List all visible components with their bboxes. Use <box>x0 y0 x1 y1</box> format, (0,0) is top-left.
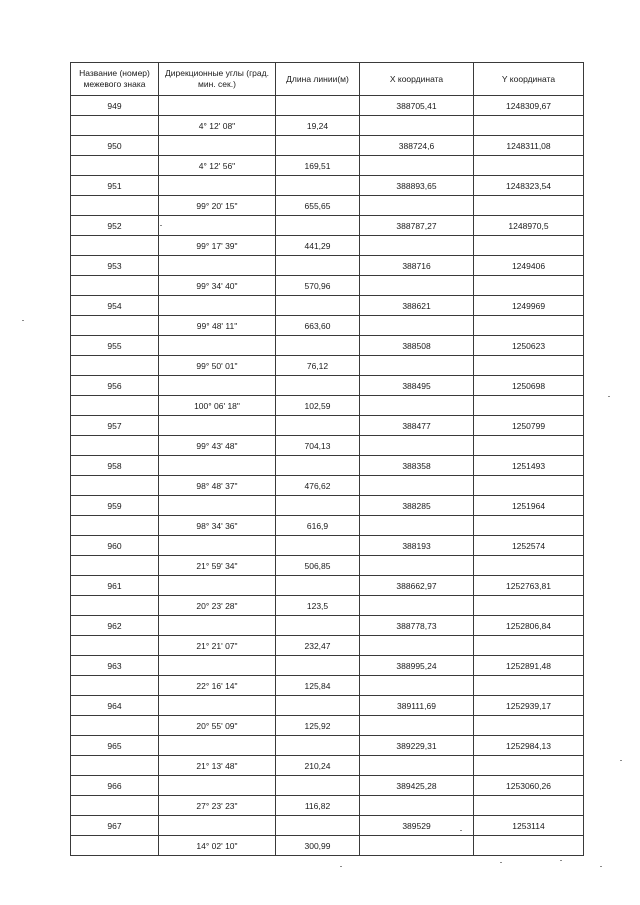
y-coordinate-cell: 1253114 <box>474 816 584 836</box>
empty-cell <box>360 156 474 176</box>
table-row-segment <box>71 356 584 376</box>
x-coordinate-cell: 388508 <box>360 336 474 356</box>
point-name-cell: 957 <box>71 416 159 436</box>
x-coordinate-cell: 388285 <box>360 496 474 516</box>
empty-cell <box>159 576 276 596</box>
x-coordinate-cell: 389111,69 <box>360 696 474 716</box>
point-name-cell: 951 <box>71 176 159 196</box>
line-length-cell: 441,29 <box>276 236 360 256</box>
x-coordinate-cell: 388477 <box>360 416 474 436</box>
table-row-segment <box>71 796 584 816</box>
line-length-cell: 210,24 <box>276 756 360 776</box>
header-line-length: Длина линии(м) <box>276 63 360 96</box>
empty-cell <box>71 636 159 656</box>
empty-cell <box>474 316 584 336</box>
empty-cell <box>276 456 360 476</box>
direction-angle-cell: 14° 02' 10" <box>159 836 276 856</box>
empty-cell <box>159 616 276 636</box>
x-coordinate-cell: 389229,31 <box>360 736 474 756</box>
scan-speck <box>160 225 162 226</box>
y-coordinate-cell: 1249969 <box>474 296 584 316</box>
table-row-segment <box>71 436 584 456</box>
table-row-segment <box>71 396 584 416</box>
empty-cell <box>360 356 474 376</box>
point-name-cell: 955 <box>71 336 159 356</box>
point-name-cell: 950 <box>71 136 159 156</box>
direction-angle-cell: 100° 06' 18" <box>159 396 276 416</box>
empty-cell <box>474 516 584 536</box>
empty-cell <box>276 256 360 276</box>
empty-cell <box>159 376 276 396</box>
empty-cell <box>276 656 360 676</box>
direction-angle-cell: 99° 43' 48" <box>159 436 276 456</box>
y-coordinate-cell: 1248311,08 <box>474 136 584 156</box>
table-row-segment <box>71 316 584 336</box>
y-coordinate-cell: 1252806,84 <box>474 616 584 636</box>
point-name-cell: 958 <box>71 456 159 476</box>
empty-cell <box>159 816 276 836</box>
table-row-segment <box>71 676 584 696</box>
empty-cell <box>159 136 276 156</box>
table-row-point <box>71 616 584 636</box>
empty-cell <box>159 496 276 516</box>
y-coordinate-cell: 1251964 <box>474 496 584 516</box>
empty-cell <box>360 236 474 256</box>
direction-angle-cell: 99° 48' 11" <box>159 316 276 336</box>
empty-cell <box>159 696 276 716</box>
empty-cell <box>71 596 159 616</box>
scan-speck <box>500 862 502 863</box>
empty-cell <box>71 236 159 256</box>
y-coordinate-cell: 1249406 <box>474 256 584 276</box>
y-coordinate-cell: 1250799 <box>474 416 584 436</box>
empty-cell <box>474 636 584 656</box>
table-row-segment <box>71 196 584 216</box>
empty-cell <box>71 436 159 456</box>
scan-speck <box>460 830 462 831</box>
empty-cell <box>474 596 584 616</box>
table-row-point <box>71 736 584 756</box>
empty-cell <box>474 276 584 296</box>
y-coordinate-cell: 1252984,13 <box>474 736 584 756</box>
empty-cell <box>474 356 584 376</box>
empty-cell <box>71 356 159 376</box>
table-row-segment <box>71 516 584 536</box>
y-coordinate-cell: 1252891,48 <box>474 656 584 676</box>
empty-cell <box>159 416 276 436</box>
y-coordinate-cell: 1253060,26 <box>474 776 584 796</box>
table-row-point <box>71 216 584 236</box>
table-row-point <box>71 416 584 436</box>
empty-cell <box>71 716 159 736</box>
empty-cell <box>71 156 159 176</box>
point-name-cell: 965 <box>71 736 159 756</box>
header-y-coordinate: Y координата <box>474 63 584 96</box>
empty-cell <box>474 116 584 136</box>
point-name-cell: 967 <box>71 816 159 836</box>
document-page <box>70 62 583 856</box>
line-length-cell: 125,92 <box>276 716 360 736</box>
empty-cell <box>159 96 276 116</box>
empty-cell <box>71 116 159 136</box>
empty-cell <box>71 476 159 496</box>
empty-cell <box>474 476 584 496</box>
direction-angle-cell: 98° 48' 37" <box>159 476 276 496</box>
scan-speck <box>22 320 24 321</box>
empty-cell <box>360 436 474 456</box>
y-coordinate-cell: 1250623 <box>474 336 584 356</box>
empty-cell <box>276 136 360 156</box>
empty-cell <box>360 796 474 816</box>
line-length-cell: 616,9 <box>276 516 360 536</box>
direction-angle-cell: 98° 34' 36" <box>159 516 276 536</box>
empty-cell <box>276 816 360 836</box>
empty-cell <box>71 196 159 216</box>
direction-angle-cell: 99° 50' 01" <box>159 356 276 376</box>
direction-angle-cell: 99° 17' 39" <box>159 236 276 256</box>
table-row-segment <box>71 236 584 256</box>
empty-cell <box>71 516 159 536</box>
scan-speck <box>620 760 622 761</box>
direction-angle-cell: 22° 16' 14" <box>159 676 276 696</box>
empty-cell <box>276 176 360 196</box>
point-name-cell: 966 <box>71 776 159 796</box>
empty-cell <box>360 396 474 416</box>
empty-cell <box>474 156 584 176</box>
empty-cell <box>276 616 360 636</box>
table-row-segment <box>71 716 584 736</box>
empty-cell <box>159 776 276 796</box>
empty-cell <box>474 396 584 416</box>
empty-cell <box>276 536 360 556</box>
empty-cell <box>474 236 584 256</box>
empty-cell <box>159 536 276 556</box>
empty-cell <box>360 476 474 496</box>
table-row-point <box>71 256 584 276</box>
empty-cell <box>159 456 276 476</box>
x-coordinate-cell: 388893,65 <box>360 176 474 196</box>
y-coordinate-cell: 1248970,5 <box>474 216 584 236</box>
table-row-point <box>71 536 584 556</box>
empty-cell <box>71 676 159 696</box>
empty-cell <box>360 276 474 296</box>
line-length-cell: 300,99 <box>276 836 360 856</box>
empty-cell <box>71 836 159 856</box>
table-row-segment <box>71 276 584 296</box>
empty-cell <box>360 756 474 776</box>
table-row-point <box>71 456 584 476</box>
direction-angle-cell: 21° 21' 07" <box>159 636 276 656</box>
line-length-cell: 570,96 <box>276 276 360 296</box>
empty-cell <box>159 216 276 236</box>
line-length-cell: 476,62 <box>276 476 360 496</box>
header-x-coordinate: X координата <box>360 63 474 96</box>
point-name-cell: 956 <box>71 376 159 396</box>
line-length-cell: 506,85 <box>276 556 360 576</box>
table-row-point <box>71 96 584 116</box>
table-row-segment <box>71 476 584 496</box>
empty-cell <box>360 556 474 576</box>
empty-cell <box>474 676 584 696</box>
direction-angle-cell: 27° 23' 23" <box>159 796 276 816</box>
line-length-cell: 125,84 <box>276 676 360 696</box>
table-row-point <box>71 176 584 196</box>
empty-cell <box>71 796 159 816</box>
x-coordinate-cell: 388193 <box>360 536 474 556</box>
table-row-point <box>71 656 584 676</box>
y-coordinate-cell: 1252939,17 <box>474 696 584 716</box>
empty-cell <box>276 776 360 796</box>
empty-cell <box>474 436 584 456</box>
empty-cell <box>71 276 159 296</box>
line-length-cell: 232,47 <box>276 636 360 656</box>
empty-cell <box>474 836 584 856</box>
direction-angle-cell: 21° 59' 34" <box>159 556 276 576</box>
empty-cell <box>474 716 584 736</box>
empty-cell <box>276 736 360 756</box>
empty-cell <box>71 316 159 336</box>
table-body <box>71 96 584 856</box>
line-length-cell: 19,24 <box>276 116 360 136</box>
empty-cell <box>276 496 360 516</box>
empty-cell <box>276 96 360 116</box>
table-row-point <box>71 376 584 396</box>
line-length-cell: 704,13 <box>276 436 360 456</box>
empty-cell <box>360 316 474 336</box>
line-length-cell: 102,59 <box>276 396 360 416</box>
table-row-point <box>71 696 584 716</box>
y-coordinate-cell: 1248309,67 <box>474 96 584 116</box>
table-row-point <box>71 496 584 516</box>
direction-angle-cell: 20° 23' 28" <box>159 596 276 616</box>
empty-cell <box>360 676 474 696</box>
point-name-cell: 960 <box>71 536 159 556</box>
direction-angle-cell: 99° 20' 15" <box>159 196 276 216</box>
line-length-cell: 663,60 <box>276 316 360 336</box>
x-coordinate-cell: 388995,24 <box>360 656 474 676</box>
point-name-cell: 949 <box>71 96 159 116</box>
direction-angle-cell: 99° 34' 40" <box>159 276 276 296</box>
y-coordinate-cell: 1252574 <box>474 536 584 556</box>
boundary-coordinates-table <box>70 62 584 856</box>
empty-cell <box>360 636 474 656</box>
direction-angle-cell: 4° 12' 56" <box>159 156 276 176</box>
header-point-name: Название (номер) межевого знака <box>71 63 159 96</box>
table-row-point <box>71 816 584 836</box>
empty-cell <box>276 336 360 356</box>
empty-cell <box>71 756 159 776</box>
point-name-cell: 962 <box>71 616 159 636</box>
empty-cell <box>360 196 474 216</box>
y-coordinate-cell: 1248323,54 <box>474 176 584 196</box>
empty-cell <box>474 556 584 576</box>
empty-cell <box>159 256 276 276</box>
table-row-segment <box>71 556 584 576</box>
y-coordinate-cell: 1250698 <box>474 376 584 396</box>
empty-cell <box>276 576 360 596</box>
line-length-cell: 169,51 <box>276 156 360 176</box>
direction-angle-cell: 20° 55' 09" <box>159 716 276 736</box>
table-row-point <box>71 296 584 316</box>
empty-cell <box>276 216 360 236</box>
empty-cell <box>360 836 474 856</box>
point-name-cell: 961 <box>71 576 159 596</box>
empty-cell <box>360 116 474 136</box>
x-coordinate-cell: 388778,73 <box>360 616 474 636</box>
line-length-cell: 655,65 <box>276 196 360 216</box>
table-row-segment <box>71 116 584 136</box>
table-row-point <box>71 576 584 596</box>
table-row-segment <box>71 156 584 176</box>
empty-cell <box>159 656 276 676</box>
scan-speck <box>560 860 562 861</box>
empty-cell <box>474 196 584 216</box>
table-row-segment <box>71 836 584 856</box>
empty-cell <box>360 716 474 736</box>
direction-angle-cell: 21° 13' 48" <box>159 756 276 776</box>
table-row-point <box>71 136 584 156</box>
empty-cell <box>159 336 276 356</box>
scan-speck <box>600 866 602 867</box>
empty-cell <box>276 696 360 716</box>
x-coordinate-cell: 388495 <box>360 376 474 396</box>
x-coordinate-cell: 389425,28 <box>360 776 474 796</box>
empty-cell <box>276 296 360 316</box>
x-coordinate-cell: 388358 <box>360 456 474 476</box>
empty-cell <box>276 416 360 436</box>
empty-cell <box>360 516 474 536</box>
point-name-cell: 953 <box>71 256 159 276</box>
x-coordinate-cell: 388716 <box>360 256 474 276</box>
x-coordinate-cell: 388724,6 <box>360 136 474 156</box>
point-name-cell: 954 <box>71 296 159 316</box>
x-coordinate-cell: 388621 <box>360 296 474 316</box>
point-name-cell: 964 <box>71 696 159 716</box>
empty-cell <box>276 376 360 396</box>
line-length-cell: 76,12 <box>276 356 360 376</box>
scan-speck <box>608 396 610 397</box>
empty-cell <box>71 396 159 416</box>
table-row-point <box>71 336 584 356</box>
header-direction-angle: Дирекционные углы (град. мин. сек.) <box>159 63 276 96</box>
header-row <box>71 63 584 96</box>
x-coordinate-cell: 388787,27 <box>360 216 474 236</box>
empty-cell <box>360 596 474 616</box>
scan-speck <box>340 866 342 867</box>
direction-angle-cell: 4° 12' 08" <box>159 116 276 136</box>
table-row-segment <box>71 636 584 656</box>
point-name-cell: 952 <box>71 216 159 236</box>
line-length-cell: 116,82 <box>276 796 360 816</box>
y-coordinate-cell: 1252763,81 <box>474 576 584 596</box>
empty-cell <box>159 736 276 756</box>
table-row-point <box>71 776 584 796</box>
empty-cell <box>474 756 584 776</box>
empty-cell <box>474 796 584 816</box>
x-coordinate-cell: 388705,41 <box>360 96 474 116</box>
empty-cell <box>71 556 159 576</box>
line-length-cell: 123,5 <box>276 596 360 616</box>
x-coordinate-cell: 389529 <box>360 816 474 836</box>
empty-cell <box>159 296 276 316</box>
table-row-segment <box>71 596 584 616</box>
empty-cell <box>159 176 276 196</box>
point-name-cell: 963 <box>71 656 159 676</box>
x-coordinate-cell: 388662,97 <box>360 576 474 596</box>
table-row-segment <box>71 756 584 776</box>
y-coordinate-cell: 1251493 <box>474 456 584 476</box>
point-name-cell: 959 <box>71 496 159 516</box>
